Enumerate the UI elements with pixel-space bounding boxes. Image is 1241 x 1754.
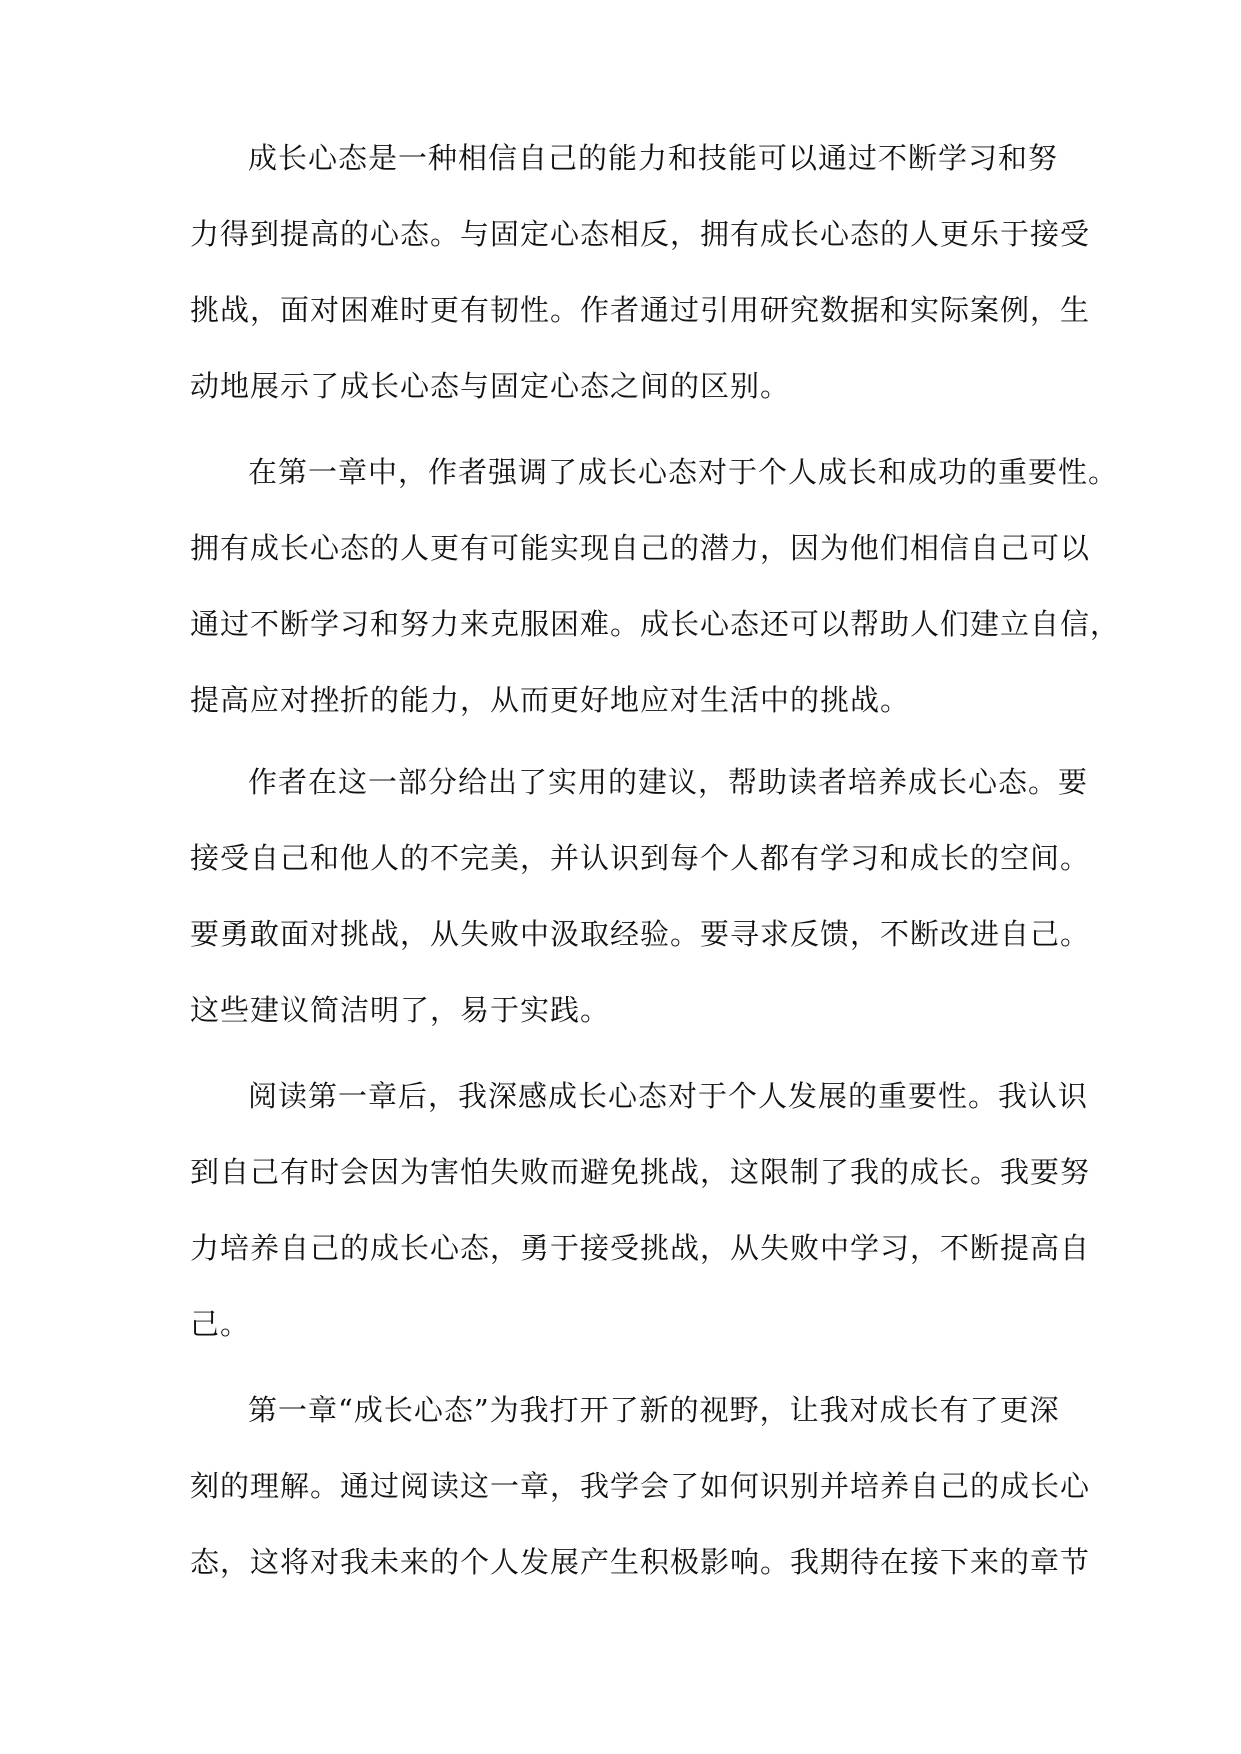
- text-line: 拥有成长心态的人更有可能实现自己的潜力，因为他们相信自己可以: [190, 531, 1091, 565]
- text-line: 到自己有时会因为害怕失败而避免挑战，这限制了我的成长。我要努: [190, 1155, 1091, 1189]
- text-line: 要勇敢面对挑战，从失败中汲取经验。要寻求反馈，不断改进自己。: [190, 917, 1091, 951]
- text-line: 在第一章中，作者强调了成长心态对于个人成长和成功的重要性。: [248, 455, 1119, 489]
- text-line: 力培养自己的成长心态，勇于接受挑战，从失败中学习，不断提高自: [190, 1231, 1091, 1265]
- text-line: 态，这将对我未来的个人发展产生积极影响。我期待在接下来的章节: [190, 1545, 1091, 1579]
- text-line: 接受自己和他人的不完美，并认识到每个人都有学习和成长的空间。: [190, 841, 1091, 875]
- text-line: 阅读第一章后，我深感成长心态对于个人发展的重要性。我认识: [248, 1079, 1089, 1113]
- text-line: 这些建议简洁明了，易于实践。: [190, 993, 611, 1027]
- text-line: 作者在这一部分给出了实用的建议，帮助读者培养成长心态。要: [248, 765, 1089, 799]
- text-line: 成长心态是一种相信自己的能力和技能可以通过不断学习和努: [248, 141, 1059, 175]
- text-line: 己。: [190, 1307, 251, 1341]
- text-line: 挑战，面对困难时更有韧性。作者通过引用研究数据和实际案例，生: [190, 293, 1091, 327]
- text-line: 力得到提高的心态。与固定心态相反，拥有成长心态的人更乐于接受: [190, 217, 1091, 251]
- text-line: 提高应对挫折的能力，从而更好地应对生活中的挑战。: [190, 683, 911, 717]
- text-line: 动地展示了成长心态与固定心态之间的区别。: [190, 369, 791, 403]
- text-line: 通过不断学习和努力来克服困难。成长心态还可以帮助人们建立自信，: [190, 607, 1121, 641]
- text-line: 第一章“成长心态”为我打开了新的视野，让我对成长有了更深: [248, 1393, 1060, 1427]
- text-line: 刻的理解。通过阅读这一章，我学会了如何识别并培养自己的成长心: [190, 1469, 1091, 1503]
